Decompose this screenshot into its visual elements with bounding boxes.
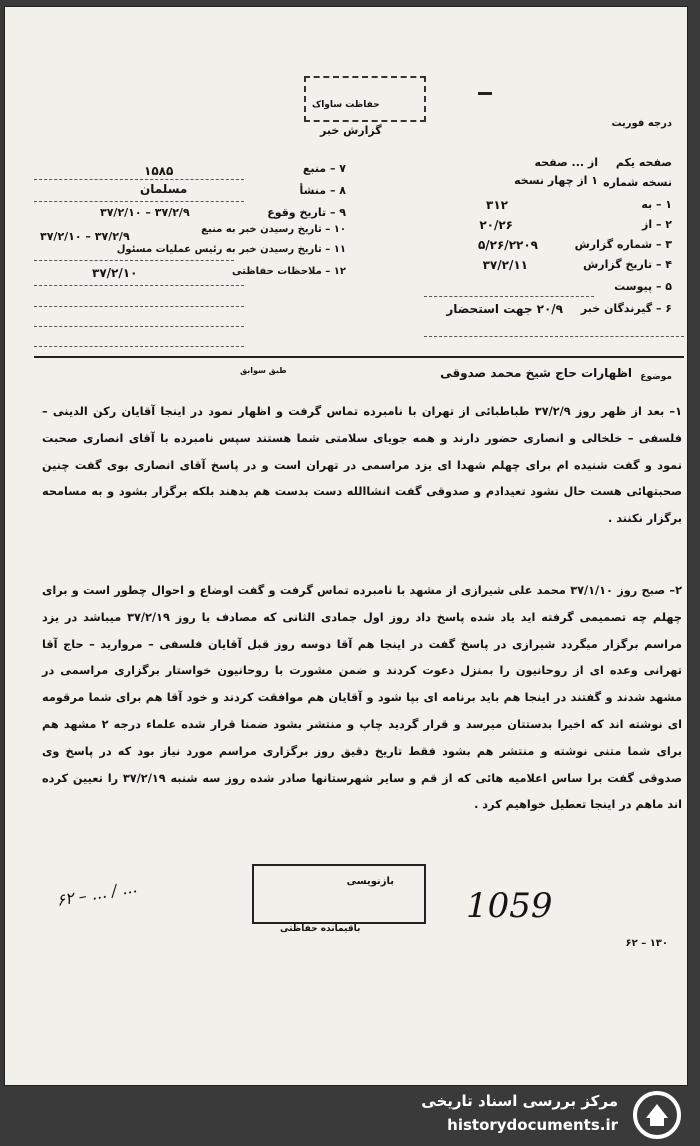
field-label: ۶ – گیرندگان خبر (580, 302, 672, 315)
subject-label: موضوع (640, 372, 672, 382)
stamp-text: حفاظت ساواک (312, 100, 380, 110)
field-label: نسخه شماره (603, 176, 672, 189)
field-label: ۵ – پیوست (614, 280, 672, 293)
field-label: صفحه یکم (615, 156, 672, 169)
handwritten-note: ۶۲ – ... / ... (54, 877, 139, 910)
archive-logo-icon (632, 1090, 682, 1140)
field-value: ۱ از چهار نسخه (514, 174, 598, 187)
field-label: ۱۰ – تاریخ رسیدن خبر به منبع (201, 224, 346, 235)
field-value: از ... صفحه (534, 156, 598, 169)
stamp-label: بازنویسی (346, 876, 394, 887)
field-label: ۷ – منبع (302, 162, 346, 175)
field-value: ۳۷/۲/۱۰ – ۳۷/۲/۹ (100, 206, 190, 219)
field-value: ۱۵۸۵ (144, 164, 174, 178)
paragraph-2: ۲– صبح روز ۳۷/۱/۱۰ محمد علی شیرازی از مشهد با نامبرده تماس گرفت و گفت اوضاع و احوال چطور است و برای چهلم چه تصمیمی گرفته اید یاد شده پاسخ داد روز اول جمادی الثانی که مصادف با روز ۳۷/۲/۱۹ میباشد در یزد مراسم برگزار میگردد شیرازی در پاسخ گفت در اینجا هم آقا دوسه روز قبل آقایان فلسفی – مروارید – حاج آقا تهرانی وعده ای از روحانیون را بمنزل دعوت کردند و ضمن مشورت با روحانیون خواستار برگزاری مراسمی در مشهد شدند و گفتند در اینجا هم باید برنامه ای بپا شود و آقایان هم موافقت کردند و خود آقا هم برای شما مرقومه ای نوشته اند که اخیرا بدستتان میرسد و قرار گردید چاپ و منتشر بشود ضمنا قرار شده علماء درجه ۲ مشهد هم برای شما متنی نوشته و منتشر هم بشود فقط تاریخ دقیق روز برگزاری مراسم مورد نیاز بود که در پاسخ وی صدوقی گفت برا ساس اعلامیه هائی که از قم و سایر شهرستانها صادر شده روز سه شنبه ۳۷/۲/۱۹ را تعیین کرده اند ماهم در اینجا تعطیل خواهیم کرد . (42, 584, 683, 812)
field-label: ۱۱ – تاریخ رسیدن خبر به رئیس عملیات مسئول (116, 244, 346, 255)
handwritten-number: 1059 (466, 886, 553, 926)
report-title: گزارش خبر (320, 124, 382, 137)
field-label: ۳ – شماره گزارش (574, 238, 672, 251)
field-value: ۲۰/۹ جهت استحضار (446, 302, 563, 316)
security-stamp (304, 76, 426, 122)
field-value: ۲۰/۲۶ (479, 218, 513, 232)
paragraph-1: ۱– بعد از ظهر روز ۳۷/۲/۹ طباطبائی از تهران با نامبرده تماس گرفت و اظهار نمود در اینجا آقایان رکن الدینی – فلسفی – خلخالی و انصاری حضور دارند و همه جویای سلامتی شما هستند سپس نامبرده با آقای انصاری صحبت نمود و گفت شنیده ام برای چهلم شهدا ای یزد مراسمی در تهران است و در پاسخ آقای انصاری بوی گفت چنین صحبتهائی هست حال نشود تعیدادم و صدوقی گفت انشاالله دست بدست هم بدهند بلکه برگزار بشود و به مسامحه برگزار نکنند . (42, 405, 682, 526)
side-note: طبق سوابق (240, 366, 287, 375)
subject-value: اظهارات حاج شیخ محمد صدوقی (440, 366, 632, 380)
field-value: مسلمان (140, 182, 188, 196)
field-label: ۱ – به (641, 198, 672, 211)
field-label: ۸ – منشأ (299, 184, 346, 197)
footer-website-link[interactable]: historydocuments.ir (447, 1116, 618, 1134)
urgency-label: درجه فوریت (611, 118, 672, 129)
page-code: ۱۳۰ – ۶۲ (625, 938, 668, 949)
field-label: ۹ – تاریخ وقوع (267, 206, 346, 219)
stamp-caption: باقیمانده حفاظتی (280, 924, 361, 934)
field-label: ۱۲ – ملاحظات حفاظتی (232, 266, 346, 277)
field-label: ۲ – از (642, 218, 672, 231)
mark-dash (478, 92, 492, 95)
archive-stamp (252, 864, 426, 924)
field-value: ۳۱۲ (486, 198, 508, 212)
field-label: ۴ – تاریخ گزارش (583, 258, 672, 271)
header-separator (34, 356, 684, 358)
field-value: ۳۷/۲/۱۱ (482, 258, 528, 272)
field-value: ۳۷/۲/۱۰ – ۳۷/۲/۹ (40, 230, 130, 243)
field-value: ۳۷/۲/۱۰ (92, 266, 138, 280)
field-value: ۵/۲۶/۲۲۰۹ (477, 238, 538, 252)
document-page (4, 6, 688, 1086)
footer-org-name: مرکز بررسی اسناد تاریخی (421, 1092, 618, 1110)
